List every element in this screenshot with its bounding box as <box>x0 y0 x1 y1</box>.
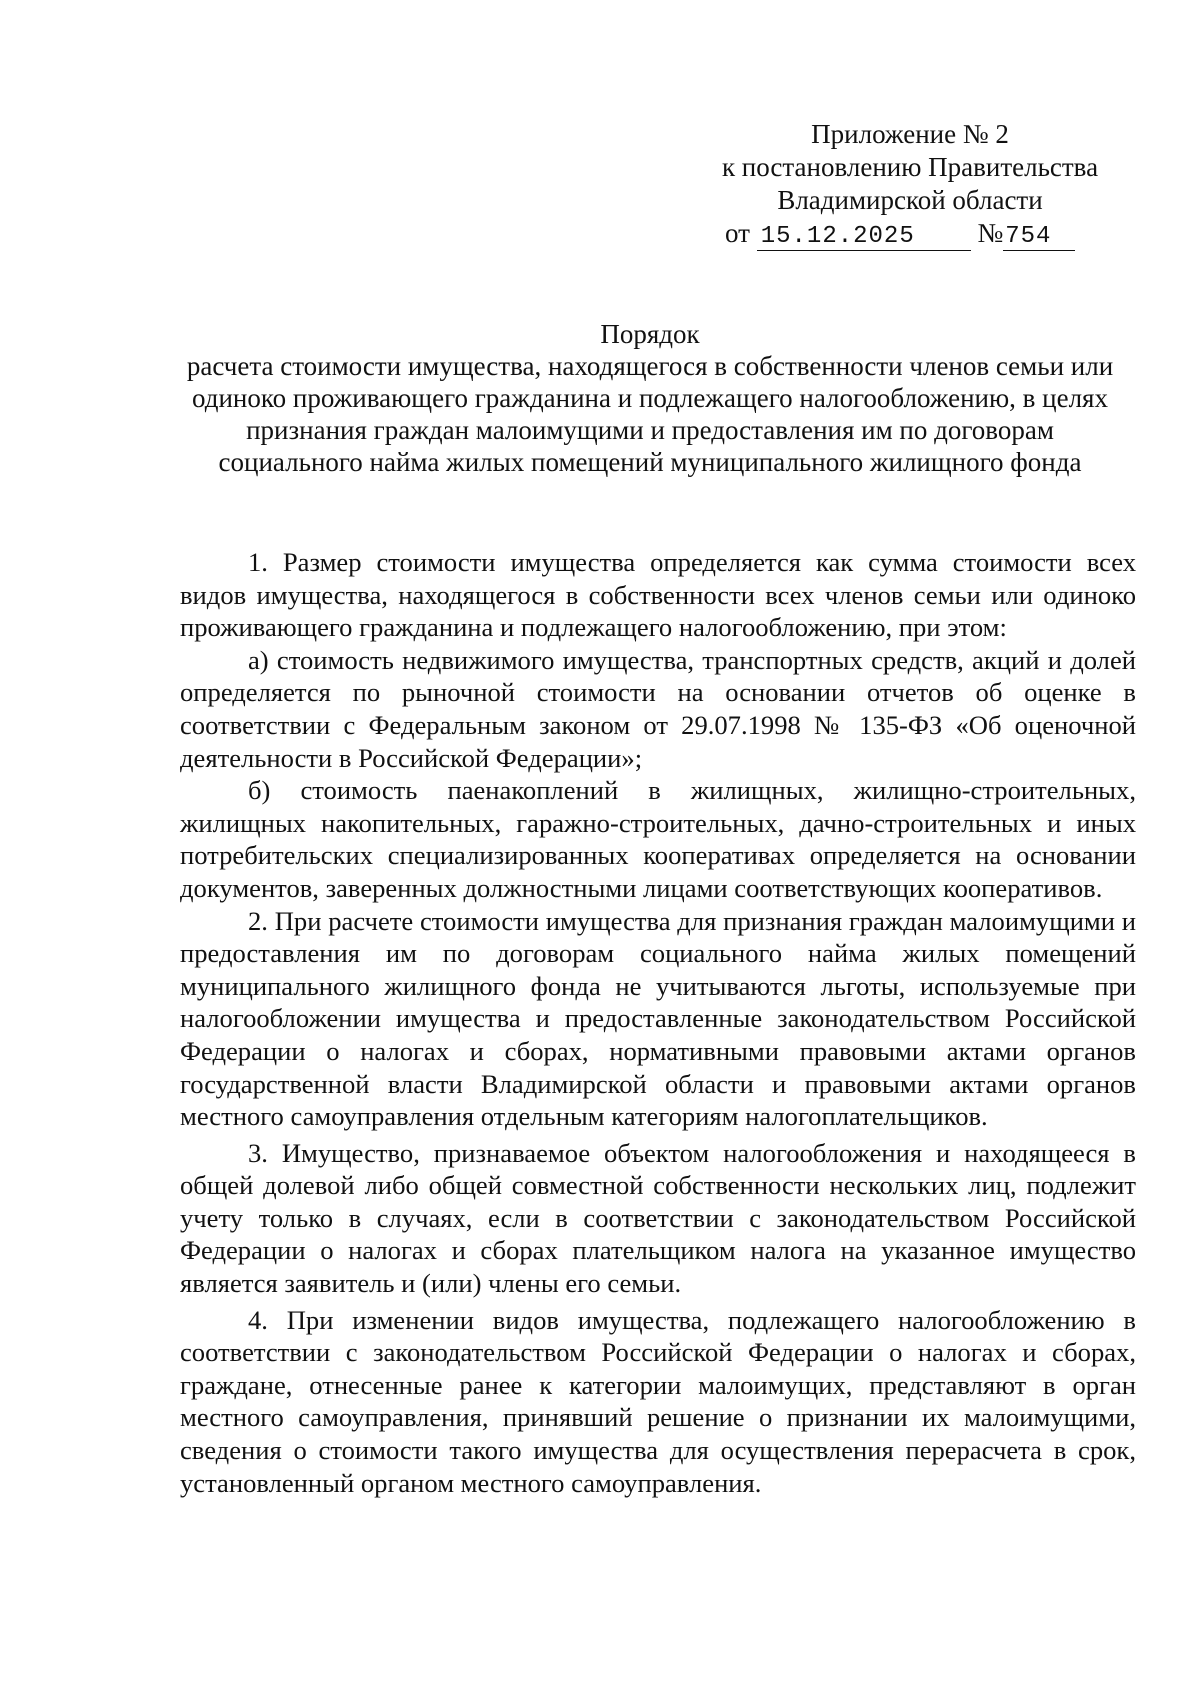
paragraph-2: 2. При расчете стоимости имущества для признания граждан малоимущими и предоставления им по договорам социального найма жилых помещений муниципального жилищного фонда не учитываются льготы, используемые при налогообложении имущества и предоставленные законодательством Российской Федерации о налогах и сборах, нормативными правовыми актами органов государственной власти Владимирской области и правовыми актами органов местного самоуправления отдельным категориям налогоплательщиков. <box>180 905 1136 1132</box>
title-line-3: признания граждан малоимущими и предоставления им по договорам <box>246 415 1054 445</box>
document-title-block <box>150 318 1150 478</box>
appendix-number: Приложение № 2 <box>811 119 1009 149</box>
title-line-4: социального найма жилых помещений муниципального жилищного фонда <box>218 447 1082 477</box>
paragraph-1a: а) стоимость недвижимого имущества, транспортных средств, акций и долей определяется по рыночной стоимости на основании отчетов об оценке в соответствии с Федеральным законом от 29.07.1998 № 135-ФЗ «Об оценочной деятельности в Российской Федерации»; <box>180 644 1136 773</box>
appendix-header <box>700 118 1120 251</box>
appendix-date-line <box>700 217 1120 251</box>
document-title: Порядок <box>600 319 700 349</box>
decree-number: 754 <box>1003 224 1075 251</box>
appendix-region: Владимирской области <box>777 185 1043 215</box>
paragraph-4: 4. При изменении видов имущества, подлежащего налогообложению в соответствии с законодательством Российской Федерации о налогах и сборах, граждане, отнесенные ранее к категории малоимущих, представляют в орган местного самоуправления, принявший решение о признании их малоимущими, сведения о стоимости такого имущества для осуществления перерасчета в срок, установленный органом местного самоуправления. <box>180 1304 1136 1498</box>
decree-date: 15.12.2025 <box>757 224 971 251</box>
title-line-1: расчета стоимости имущества, находящегося в собственности членов семьи или <box>186 351 1114 381</box>
from-label: от <box>725 218 750 248</box>
paragraph-1: 1. Размер стоимости имущества определяется как сумма стоимости всех видов имущества, находящегося в собственности всех членов семьи или одиноко проживающего гражданина и подлежащего налогообложению, при этом: <box>180 547 1136 643</box>
paragraph-3: 3. Имущество, признаваемое объектом налогообложения и находящееся в общей долевой либо общей совместной собственности нескольких лиц, подлежит учету только в случаях, если в соответствии с законодательством Российской Федерации о налогах и сборах плательщиком налога на указанное имущество является заявитель и (или) члены его семьи. <box>180 1137 1136 1299</box>
title-line-2: одиноко проживающего гражданина и подлежащего налогообложению, в целях <box>192 383 1108 413</box>
number-label: № <box>977 218 1004 248</box>
appendix-reference: к постановлению Правительства <box>721 152 1099 182</box>
document-body <box>180 546 1136 1499</box>
paragraph-1b: б) стоимость паенакоплений в жилищных, жилищно-строительных, жилищных накопительных, гаражно-строительных, дачно-строительных и иных потребительских специализированных кооперативах определяется на основании документов, заверенных должностными лицами соответствующих кооперативов. <box>180 775 1136 903</box>
